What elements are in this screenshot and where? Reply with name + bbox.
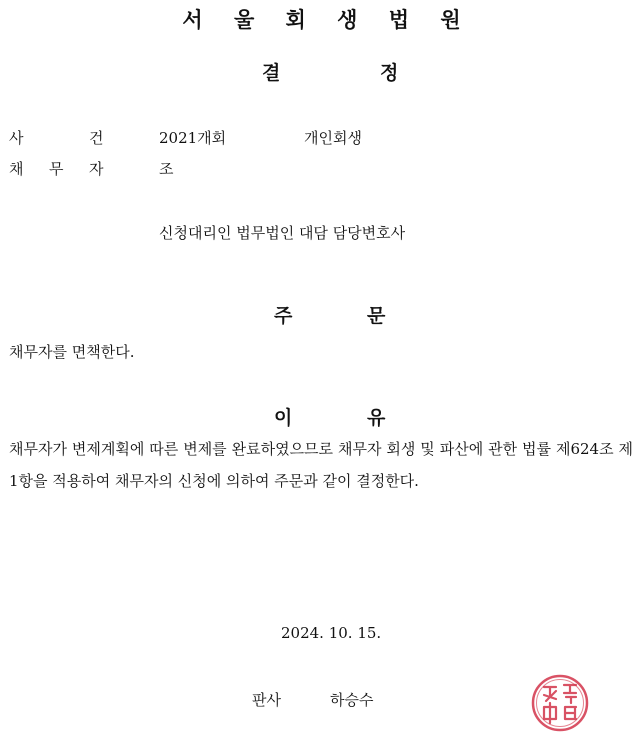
debtor-label-char-2: 무 [49, 160, 64, 178]
reason-heading-char-2: 유 [367, 407, 386, 429]
judge-title: 판사 [252, 691, 281, 709]
representative: 신청대리인 법무법인 대담 담당변호사 [159, 224, 406, 242]
order-text: 채무자를 면책한다. [9, 343, 135, 361]
judge-seal-stamp [530, 673, 590, 733]
court-name: 서 울 회 생 법 원 [182, 8, 473, 32]
case-label-char-1: 사 [9, 129, 24, 147]
doc-type-char-1: 결 [262, 62, 281, 84]
case-name: 개인회생 [304, 129, 362, 147]
order-heading-char-2: 문 [367, 305, 386, 327]
decision-date: 2024. 10. 15. [281, 624, 382, 642]
case-number: 2021개회 [159, 129, 227, 147]
reason-heading-char-1: 이 [274, 407, 293, 429]
reason-text: 채무자가 변제계획에 따른 변제를 완료하였으므로 채무자 회생 및 파산에 관한 법률 제624조 제1항을 적용하여 채무자의 신청에 의하여 주문과 같이 결정한다. [9, 440, 633, 490]
order-heading-char-1: 주 [274, 305, 293, 327]
case-label-char-2: 건 [89, 129, 104, 147]
judge-name: 하승수 [330, 691, 374, 709]
debtor-name: 조 [159, 160, 174, 178]
debtor-label-char-1: 채 [9, 160, 24, 178]
doc-type-char-2: 정 [380, 62, 399, 84]
debtor-label-char-3: 자 [89, 160, 104, 178]
